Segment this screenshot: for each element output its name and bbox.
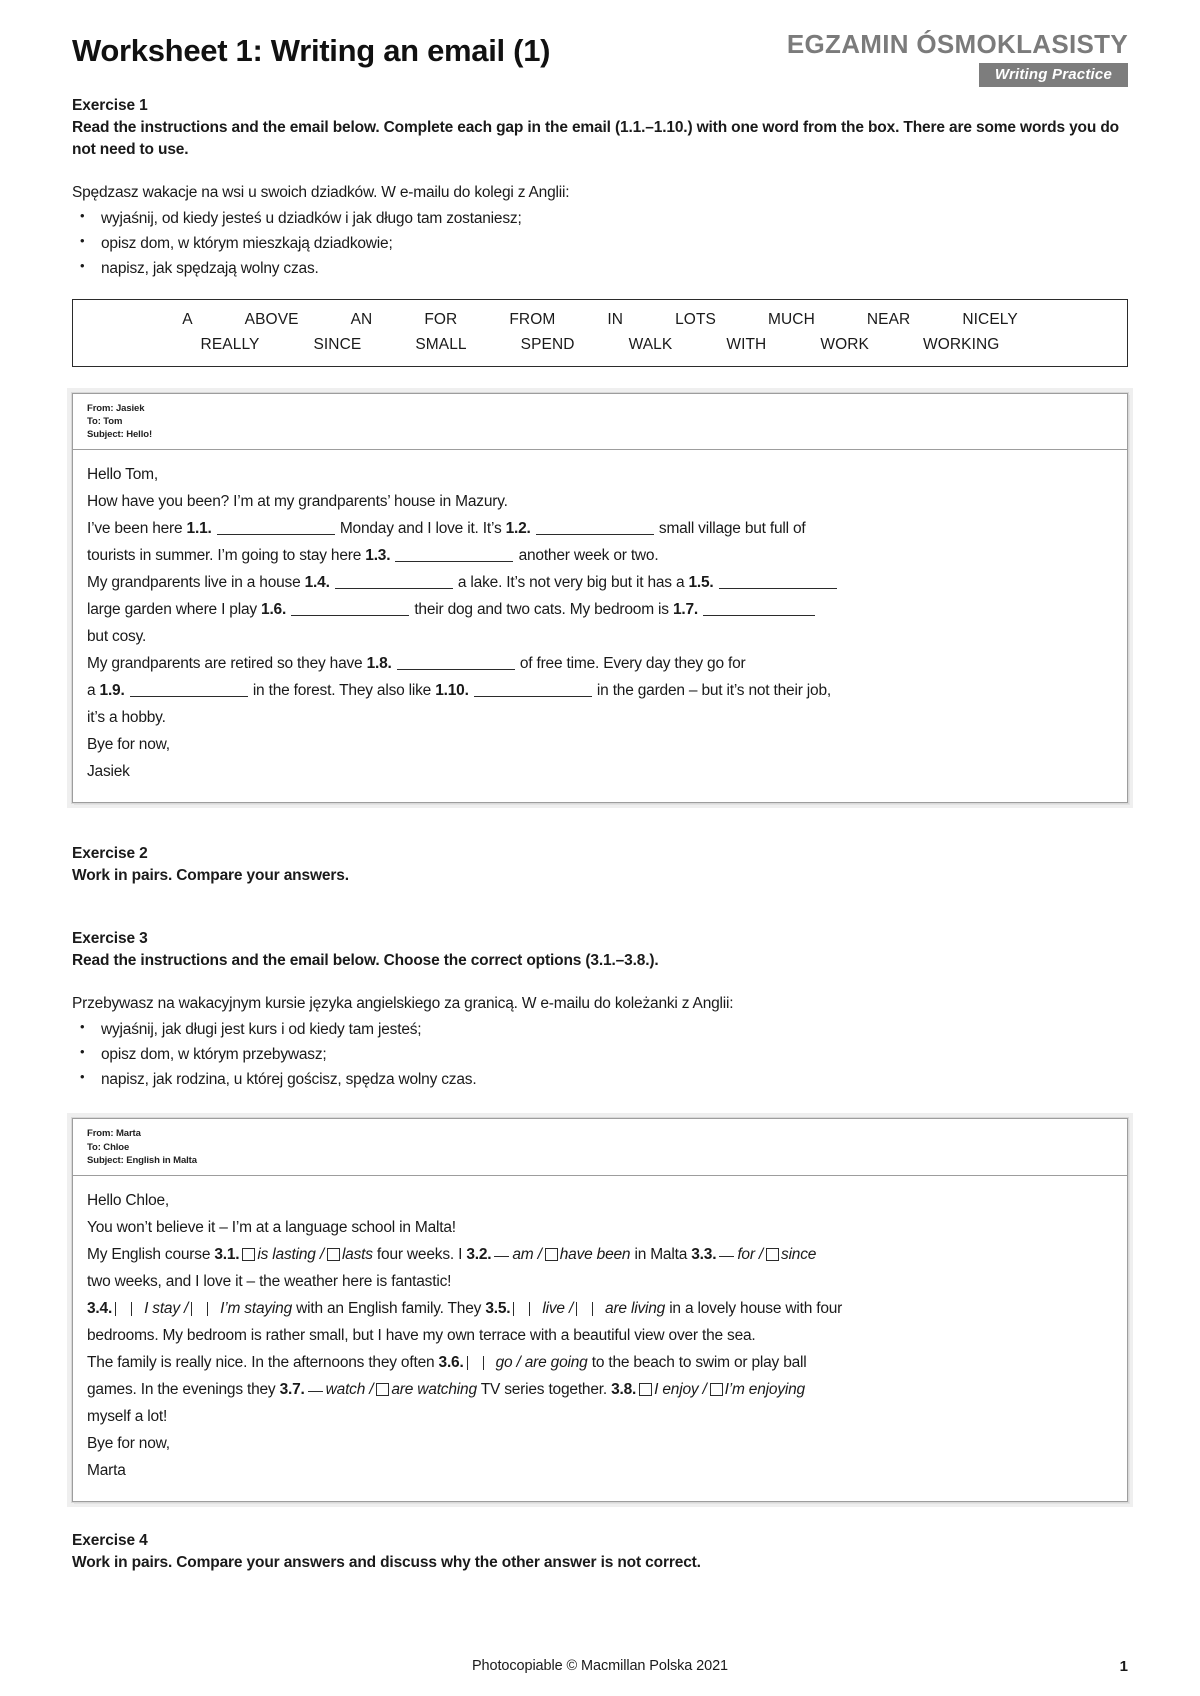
choice-option: for / [737, 1245, 764, 1263]
email-1-body [73, 450, 1127, 802]
word-option: LOTS [675, 311, 716, 329]
text-fragment: of free time. Every day they go for [519, 655, 746, 673]
choice-number: 3.2. [466, 1245, 492, 1263]
email-2-body [73, 1176, 1127, 1501]
text-fragment: another week or two. [518, 547, 659, 565]
choice-option: I’m staying [220, 1299, 293, 1317]
list-item: • wyjaśnij, jak długi jest kurs i od kiedy tam jesteś; [72, 1017, 1128, 1042]
email-from: From: Marta [87, 1128, 141, 1140]
choice-option: are going [524, 1353, 588, 1371]
word-option: FROM [509, 311, 556, 329]
gap-blank-1-2[interactable] [536, 534, 654, 535]
choice-option: I’m enjoying [724, 1380, 805, 1398]
exercise-3-pl-intro: Przebywasz na wakacyjnym kursie języka angielskiego za granicą. W e-mailu do koleżanki z Anglii: [72, 994, 734, 1012]
gap-blank-1-1[interactable] [217, 534, 335, 535]
word-option: IN [607, 311, 624, 329]
choice-option: since [781, 1245, 817, 1263]
gap-number: 1.1. [186, 520, 212, 538]
list-item: • opisz dom, w którym przebywasz; [72, 1042, 1128, 1067]
text-fragment: Monday and I love it. It’s [339, 520, 502, 538]
text-fragment: with an English family. They [296, 1299, 482, 1317]
exercise-4-block [72, 1532, 1128, 1574]
gap-blank-1-10[interactable] [474, 696, 592, 697]
email-gap-paragraph-1 [87, 516, 1113, 542]
email-gap-paragraph-3 [87, 570, 1113, 596]
choice-option: I enjoy / [654, 1380, 707, 1398]
text-fragment: a [87, 682, 96, 700]
word-option: REALLY [200, 335, 260, 353]
text-fragment: I’ve been here [87, 520, 183, 538]
exercise-4-label: Exercise 4 [72, 1532, 148, 1550]
text-fragment: small village but full of [658, 520, 806, 538]
page-number: 1 [1119, 1658, 1128, 1675]
list-item: • napisz, jak spędzają wolny czas. [72, 256, 1128, 281]
word-option: SPEND [520, 335, 575, 353]
word-bank-row-1 [73, 308, 1127, 332]
choice-number: 3.8. [611, 1380, 637, 1398]
text-fragment: four weeks. I [376, 1245, 463, 1263]
gap-number: 1.7. [672, 601, 698, 619]
text-fragment: TV series together. [480, 1380, 607, 1398]
choice-checkbox-3-6-a2[interactable] [483, 1356, 495, 1370]
gap-blank-1-3[interactable] [395, 561, 513, 562]
choice-checkbox-3-5-a[interactable] [513, 1302, 525, 1316]
email-signoff: Bye for now, [87, 1434, 170, 1452]
gap-blank-1-4[interactable] [335, 588, 453, 589]
text-fragment: their dog and two cats. My bedroom is [414, 601, 669, 619]
email-line: How have you been? I’m at my grandparents’ house in Mazury. [87, 493, 508, 510]
brand-logo [787, 28, 1128, 87]
choice-checkbox-3-6-a[interactable] [467, 1356, 479, 1370]
choice-checkbox-3-2-a[interactable] [494, 1256, 509, 1257]
choice-checkbox-3-4-a[interactable] [115, 1302, 127, 1316]
text-fragment: in Malta [634, 1245, 688, 1263]
exercise-2-instruction: Work in pairs. Compare your answers. [72, 867, 349, 885]
word-bank-row-2 [73, 333, 1127, 357]
email-to: To: Chloe [87, 1141, 130, 1153]
brand-badge: Writing Practice [979, 63, 1128, 87]
choice-number: 3.1. [214, 1245, 240, 1263]
list-item: • napisz, jak rodzina, u której gościsz, spędza wolny czas. [72, 1067, 1128, 1092]
text-fragment: in a lovely house with four [669, 1299, 843, 1317]
email-choice-paragraph-3 [87, 1350, 1113, 1376]
word-option: SMALL [415, 335, 467, 353]
choice-checkbox-3-8-a[interactable] [639, 1383, 652, 1396]
exercise-4-instruction: Work in pairs. Compare your answers and discuss why the other answer is not correct. [72, 1554, 701, 1572]
choice-checkbox-3-4-b2[interactable] [207, 1302, 219, 1316]
email-2-headers [73, 1119, 1127, 1175]
word-option: WALK [628, 335, 673, 353]
word-option: NEAR [866, 311, 911, 329]
gap-blank-1-9[interactable] [130, 696, 248, 697]
email-to: To: Tom [87, 416, 123, 427]
choice-checkbox-3-7-b[interactable] [376, 1383, 389, 1396]
email-subject: Subject: English in Malta [87, 1155, 197, 1167]
exercise-3-block [72, 930, 1128, 1503]
choice-checkbox-3-5-b[interactable] [576, 1302, 588, 1316]
exercise-1-pl-intro: Spędzasz wakacje na wsi u swoich dziadków. W e-mailu do kolegi z Anglii: [72, 183, 570, 201]
list-item: • opisz dom, w którym mieszkają dziadkowie; [72, 231, 1128, 256]
gap-blank-1-7[interactable] [703, 615, 815, 616]
gap-number: 1.3. [365, 547, 391, 565]
exercise-1-label: Exercise 1 [72, 96, 148, 114]
text-fragment: My grandparents live in a house [87, 574, 301, 592]
email-greeting: Hello Tom, [87, 465, 158, 483]
text-fragment: in the forest. They also like [252, 682, 432, 700]
footer-copyright: Photocopiable © Macmillan Polska 2021 [471, 1658, 729, 1674]
choice-number: 3.6. [438, 1353, 464, 1371]
gap-number: 1.9. [99, 682, 125, 700]
text-fragment: My grandparents are retired so they have [87, 655, 363, 673]
gap-number: 1.6. [261, 601, 287, 619]
exercise-3-instruction: Read the instructions and the email below. Choose the correct options (3.1.–3.8.). [72, 951, 659, 969]
email-gap-paragraph-6 [87, 678, 1113, 704]
choice-number: 3.5. [485, 1299, 511, 1317]
choice-checkbox-3-3-a[interactable] [719, 1256, 734, 1257]
choice-option: live / [542, 1299, 574, 1317]
gap-number: 1.4. [304, 574, 330, 592]
email-signature: Marta [87, 1462, 126, 1479]
email-signature: Jasiek [87, 763, 130, 781]
email-card-2 [72, 1118, 1128, 1502]
exercise-2-label: Exercise 2 [72, 845, 148, 863]
choice-checkbox-3-7-a[interactable] [308, 1391, 323, 1392]
email-gap-paragraph-5 [87, 651, 1113, 677]
gap-number: 1.8. [366, 655, 392, 673]
brand-title: EGZAMIN ÓSMOKLASISTY [786, 29, 1128, 59]
choice-checkbox-3-8-b[interactable] [710, 1383, 723, 1396]
choice-option: are living [605, 1299, 666, 1317]
choice-checkbox-3-1-b[interactable] [327, 1248, 340, 1261]
choice-checkbox-3-3-b[interactable] [766, 1248, 779, 1261]
text-fragment: tourists in summer. I’m going to stay here [87, 547, 362, 565]
text-fragment: a lake. It’s not very big but it has a [457, 574, 685, 592]
word-option: ABOVE [244, 311, 299, 329]
word-option: NICELY [962, 311, 1018, 329]
choice-option: am / [512, 1245, 542, 1263]
word-option: FOR [424, 311, 458, 329]
email-choice-paragraph-4 [87, 1377, 1113, 1403]
choice-checkbox-3-2-b[interactable] [545, 1248, 558, 1261]
choice-option: watch / [325, 1380, 374, 1398]
email-gap-paragraph-4 [87, 597, 1113, 623]
email-line: myself a lot! [87, 1407, 168, 1425]
choice-option: lasts [341, 1245, 373, 1263]
gap-number: 1.5. [688, 574, 714, 592]
email-greeting: Hello Chloe, [87, 1191, 170, 1209]
gap-blank-1-8[interactable] [397, 669, 515, 670]
email-from: From: Jasiek [87, 402, 145, 414]
word-option: WORK [820, 335, 869, 353]
word-option: WORKING [922, 335, 1000, 353]
word-option: A [182, 311, 193, 329]
word-bank-box [72, 299, 1128, 366]
email-gap-paragraph-2 [87, 543, 1113, 569]
email-line: bedrooms. My bedroom is rather small, but I have my own terrace with a beautiful view over the sea. [87, 1326, 756, 1344]
text-fragment: games. In the evenings they [87, 1380, 276, 1398]
email-signoff: Bye for now, [87, 736, 170, 754]
choice-checkbox-3-4-a2[interactable] [131, 1302, 143, 1316]
choice-option: have been [559, 1245, 631, 1263]
gap-blank-1-6[interactable] [291, 615, 409, 616]
email-card-1 [72, 393, 1128, 804]
email-line: but cosy. [87, 628, 147, 646]
email-line: two weeks, and I love it – the weather here is fantastic! [87, 1272, 452, 1290]
gap-blank-1-5[interactable] [719, 588, 837, 589]
exercise-2-block [72, 845, 1128, 887]
email-subject: Subject: Hello! [87, 429, 153, 441]
email-choice-paragraph-1 [87, 1242, 1113, 1268]
choice-checkbox-3-1-a[interactable] [242, 1248, 255, 1261]
text-fragment: in the garden – but it’s not their job, [596, 682, 831, 700]
text-fragment: My English course [87, 1245, 211, 1263]
exercise-3-bullet-list [72, 1017, 1128, 1092]
text-fragment: large garden where I play [87, 601, 257, 619]
gap-number: 1.2. [505, 520, 531, 538]
word-option: MUCH [767, 311, 815, 329]
email-1-headers [73, 394, 1127, 450]
choice-checkbox-3-4-b[interactable] [191, 1302, 203, 1316]
choice-number: 3.7. [279, 1380, 305, 1398]
email-line: it’s a hobby. [87, 709, 166, 727]
choice-option: go / [495, 1353, 521, 1371]
choice-number: 3.4. [87, 1299, 113, 1317]
exercise-1-block [72, 97, 1128, 804]
choice-checkbox-3-5-a2[interactable] [529, 1302, 541, 1316]
email-line: You won’t believe it – I’m at a language school in Malta! [87, 1218, 456, 1236]
choice-option: are watching [391, 1380, 477, 1398]
choice-checkbox-3-5-b2[interactable] [592, 1302, 604, 1316]
exercise-1-instruction: Read the instructions and the email below. Complete each gap in the email (1.1.–1.10.) with one word from the box. There are some words you do not need to use. [72, 118, 1119, 158]
exercise-3-label: Exercise 3 [72, 929, 148, 947]
email-choice-paragraph-2 [87, 1296, 1113, 1322]
text-fragment: to the beach to swim or play ball [591, 1353, 807, 1371]
list-item: • wyjaśnij, od kiedy jesteś u dziadków i jak długo tam zostaniesz; [72, 206, 1128, 231]
word-option: AN [350, 311, 373, 329]
page-title: Worksheet 1: Writing an email (1) [72, 33, 551, 68]
exercise-1-bullet-list [72, 206, 1128, 281]
page-header [72, 28, 1128, 87]
word-option: SINCE [313, 335, 362, 353]
choice-option: is lasting / [257, 1245, 324, 1263]
page-footer [72, 1658, 1128, 1674]
text-fragment: The family is really nice. In the afternoons they often [87, 1353, 435, 1371]
choice-option: I stay / [144, 1299, 189, 1317]
choice-number: 3.3. [691, 1245, 717, 1263]
gap-number: 1.10. [435, 682, 469, 700]
word-option: WITH [726, 335, 767, 353]
